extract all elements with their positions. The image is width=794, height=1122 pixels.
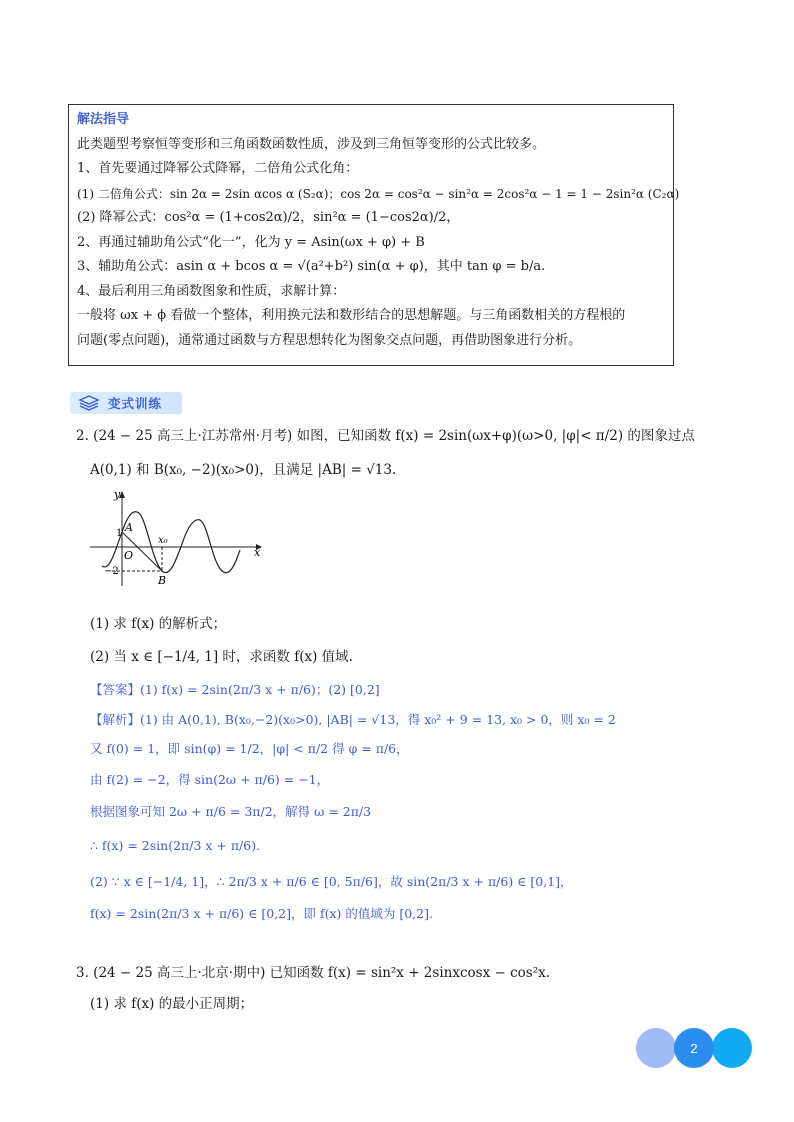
method-line: 4、最后利用三角函数图象和性质，求解计算： [77, 283, 346, 299]
analysis-line: 又 f(0) = 1，即 sin(φ) = 1/2，|φ| < π/2 得 φ = π/6， [90, 741, 409, 756]
label-neg-two: −2 [104, 566, 119, 577]
label-B: B [158, 574, 167, 587]
method-line: (2) 降幂公式：cos²α = (1+cos2α)/2，sin²α = (1−cos2α)/2， [77, 210, 460, 225]
analysis-line: (2) ∵ x ∈ [−1/4, 1]，∴ 2π/3 x + π/6 ∈ [0, 5π/6]，故 sin(2π/3 x + π/6) ∈ [0,1]， [90, 874, 573, 889]
method-guide-box [68, 104, 680, 366]
problem2-part2: (2) 当 x ∈ [−1/4, 1] 时，求函数 f(x) 值域. [90, 649, 353, 665]
analysis-line: 【解析】(1) 由 A(0,1), B(x₀,−2)(x₀>0), |AB| = √13，得 x₀² + 9 = 13, x₀ > 0，则 x₀ = 2 [90, 712, 616, 727]
sine-curve [102, 512, 240, 573]
problem2-part1: (1) 求 f(x) 的解析式； [90, 616, 227, 632]
page-circle-right [712, 1028, 752, 1068]
analysis-line: 根据图象可知 2ω + π/6 = 3π/2，解得 ω = 2π/3 [90, 804, 372, 819]
analysis-line: 由 f(2) = −2，得 sin(2ω + π/6) = −1， [90, 772, 330, 787]
method-line: 2、再通过辅助角公式“化一”，化为 y = Asin(ωx + φ) + B [77, 234, 425, 250]
analysis-line: ∴ f(x) = 2sin(2π/3 x + π/6). [90, 838, 261, 853]
method-line: 一般将 ωx + ϕ 看做一个整体，利用换元法和数形结合的思想解题。与三角函数相关的方程根的 [77, 308, 626, 323]
page-circle-left [636, 1028, 676, 1068]
page-number: 2 [674, 1028, 714, 1068]
method-line: 3、辅助角公式：asin α + bcos α = √(a²+b²) sin(α + φ)，其中 tan φ = b/a. [77, 259, 546, 274]
label-x0: x₀ [158, 535, 168, 546]
section-tag [70, 392, 182, 414]
label-O: O [124, 549, 134, 562]
y-label: y [114, 488, 121, 501]
problem3-part1: (1) 求 f(x) 的最小正周期； [90, 996, 254, 1012]
problem3-stem: 3. (24 − 25 高三上·北京·期中) 已知函数 f(x) = sin²x + 2sinxcosx − cos²x. [76, 965, 551, 981]
method-line: 问题(零点问题)，通常通过函数与方程思想转化为图象交点问题，再借助图象进行分析。 [77, 332, 582, 348]
stack-layers-icon [78, 394, 100, 412]
method-line: 1、首先要通过降幂公式降幂，二倍角公式化角： [77, 161, 359, 176]
x-label: x [254, 546, 261, 559]
analysis-line: f(x) = 2sin(2π/3 x + π/6) ∈ [0,2]，即 f(x) 的值域为 [0,2]. [90, 906, 433, 921]
sine-graph [88, 488, 264, 588]
method-guide-title: 解法指导 [77, 112, 130, 127]
problem2-stem-line1: 2. (24 − 25 高三上·江苏常州·月考) 如图，已知函数 f(x) = 2sin(ωx+φ)(ω>0, |φ|< π/2) 的图象过点 [76, 428, 695, 444]
label-one: 1 [116, 528, 123, 539]
method-line: (1) 二倍角公式：sin 2α = 2sin αcos α (S₂α)；cos 2α = cos²α − sin²α = 2cos²α − 1 = 1 − 2sin²α (C₂α) [77, 186, 680, 201]
label-A: A [125, 521, 133, 534]
method-line: 此类题型考察恒等变形和三角函数函数性质，涉及到三角恒等变形的公式比较多。 [77, 136, 546, 152]
section-tag-label: 变式训练 [108, 396, 163, 411]
problem2-stem-line2: A(0,1) 和 B(x₀, −2)(x₀>0)，且满足 |AB| = √13. [90, 462, 397, 478]
page-indicator [636, 1028, 752, 1068]
answer-line: 【答案】(1) f(x) = 2sin(2π/3 x + π/6)；(2) [0,2] [90, 682, 380, 697]
